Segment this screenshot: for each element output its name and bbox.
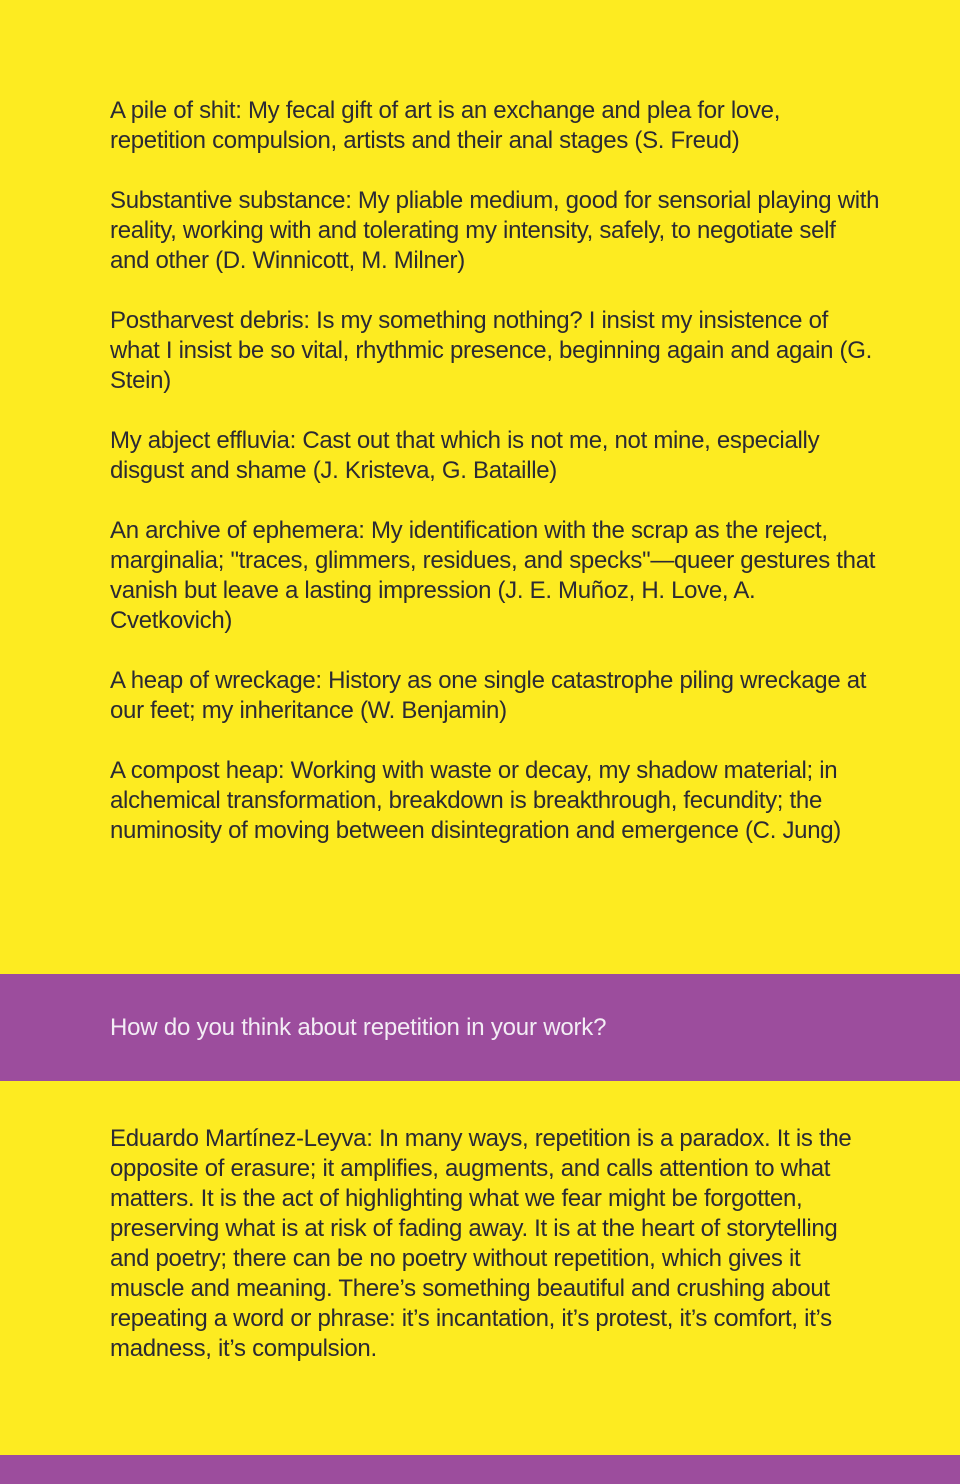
question-banner bbox=[0, 974, 960, 1081]
question-text: How do you think about repetition in your work? bbox=[110, 1013, 607, 1041]
definition-paragraph: My abject effluvia: Cast out that which is not me, not mine, especially disgust and shame (J. Kristeva, G. Bataille) bbox=[110, 427, 820, 484]
definition-paragraph: A pile of shit: My fecal gift of art is an exchange and plea for love, repetition compulsion, artists and their anal stages (S. Freud) bbox=[110, 97, 781, 154]
definition-paragraph: Postharvest debris: Is my something nothing? I insist my insistence of what I insist be so vital, rhythmic presence, beginning again and again (G. Stein) bbox=[110, 307, 872, 394]
answer-paragraph: Eduardo Martínez-Leyva: In many ways, repetition is a paradox. It is the opposite of erasure; it amplifies, augments, and calls attention to what matters. It is the act of highlighting what we fear might be forgotten, preserving what is at risk of fading away. It is at the heart of storytelling and poetry; there can be no poetry without repetition, which gives it muscle and meaning. There’s something beautiful and crushing about repeating a word or phrase: it’s incantation, it’s protest, it’s comfort, it’s madness, it’s compulsion. bbox=[110, 1125, 852, 1362]
answer-section bbox=[110, 1124, 880, 1364]
definition-paragraph: A compost heap: Working with waste or decay, my shadow material; in alchemical transformation, breakdown is breakthrough, fecundity; the numinosity of moving between disintegration and emergence (C. Jung) bbox=[110, 757, 841, 844]
next-banner-top-edge bbox=[0, 1455, 960, 1484]
definition-paragraph: An archive of ephemera: My identification with the scrap as the reject, marginalia; "traces, glimmers, residues, and specks"—queer gestures that vanish but leave a lasting impression (J. E. Muñoz, H. Love, A. Cvetkovich) bbox=[110, 517, 876, 634]
definition-paragraph: Substantive substance: My pliable medium, good for sensorial playing with reality, working with and tolerating my intensity, safely, to negotiate self and other (D. Winnicott, M. Milner) bbox=[110, 187, 880, 274]
definition-paragraph: A heap of wreckage: History as one single catastrophe piling wreckage at our feet; my inheritance (W. Benjamin) bbox=[110, 667, 867, 724]
